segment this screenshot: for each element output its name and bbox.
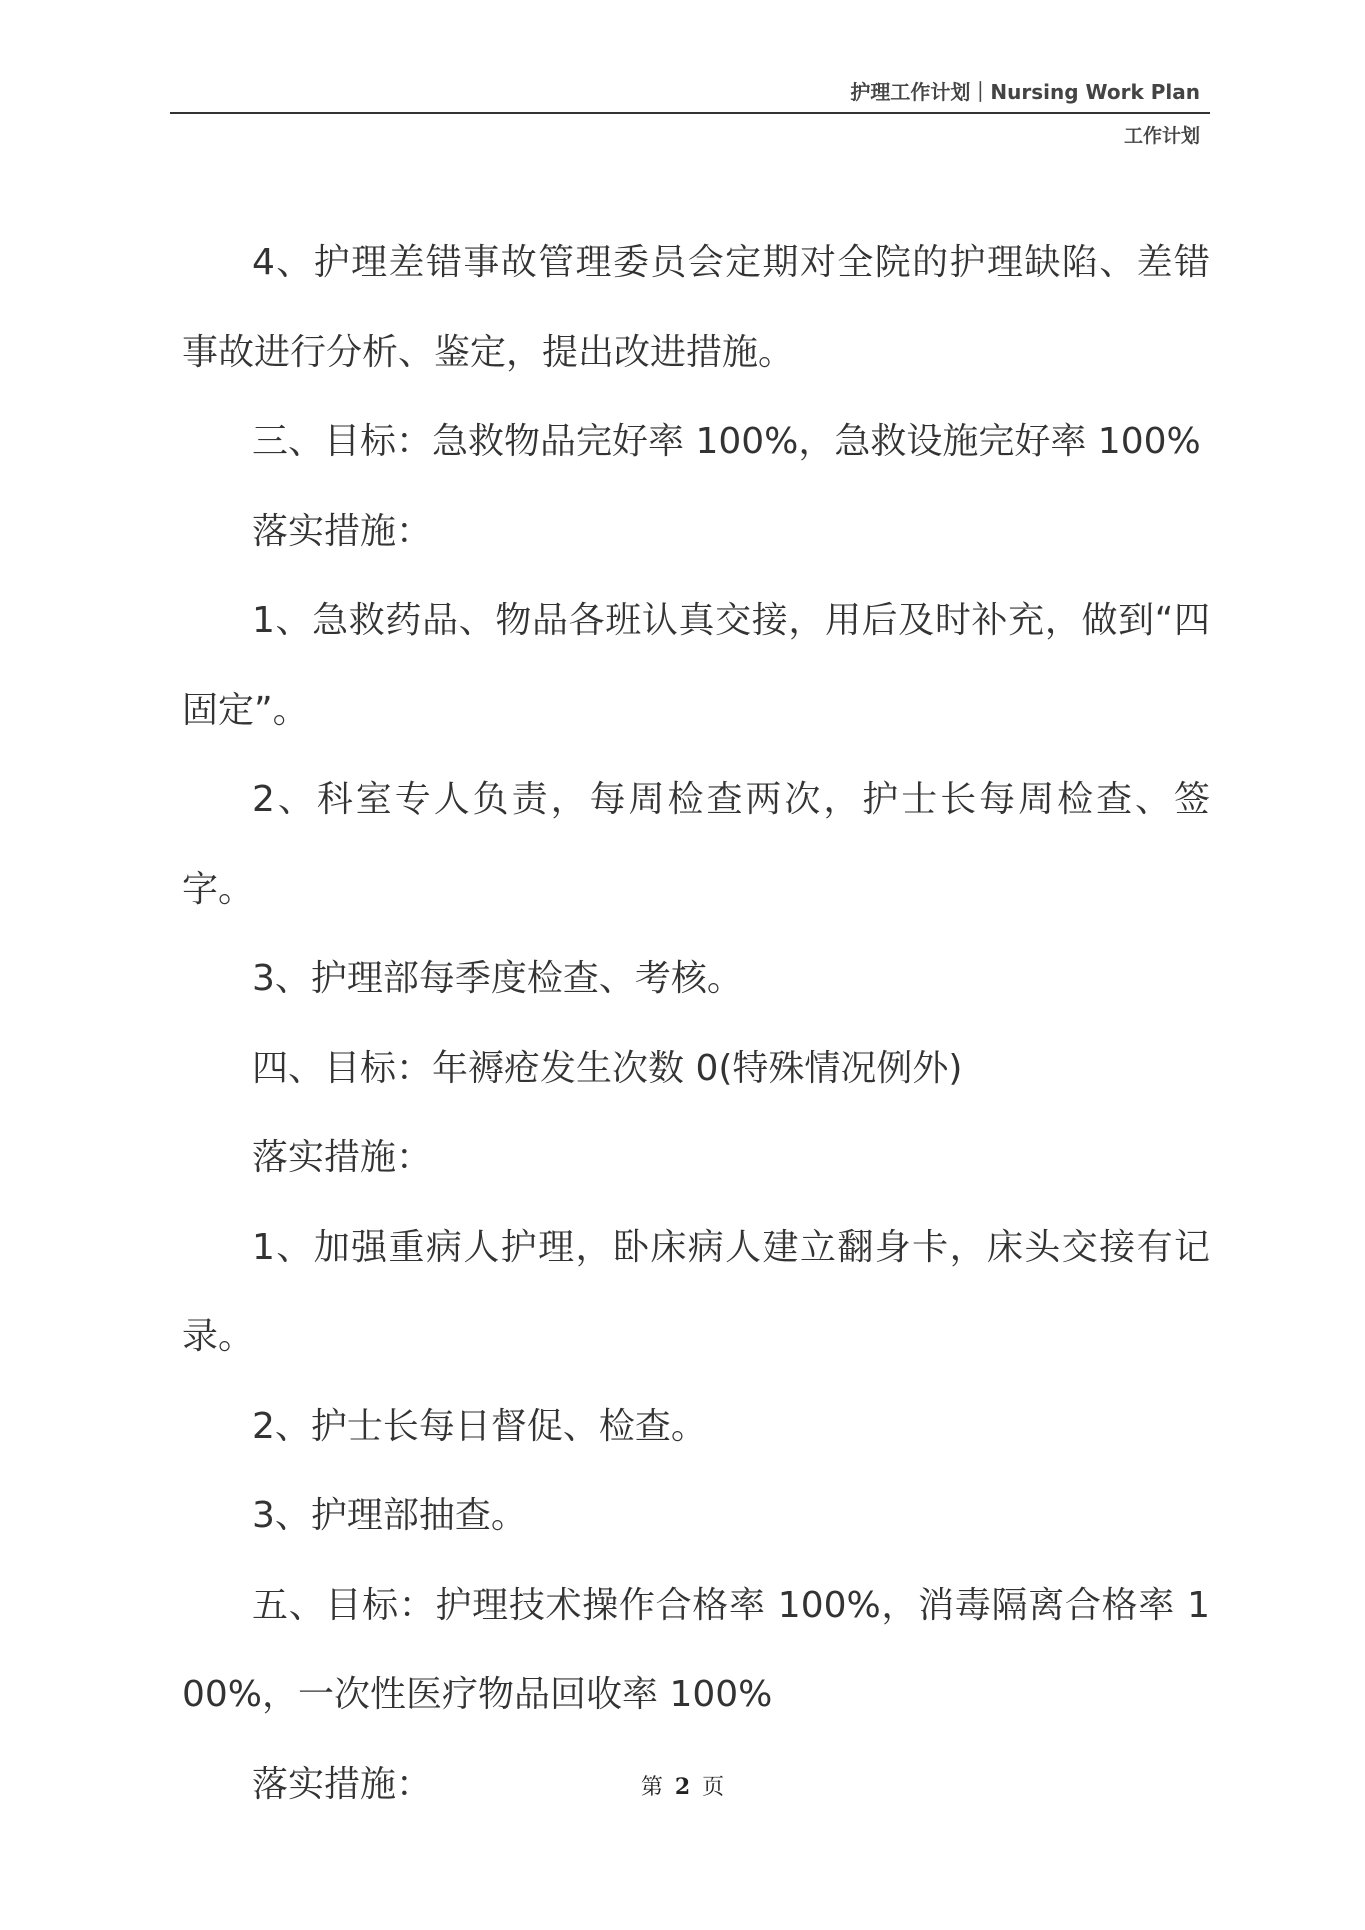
page-number-prefix: 第 xyxy=(640,1775,663,1800)
paragraph-goal-4: 四、目标：年褥疮发生次数 0(特殊情况例外) xyxy=(252,1047,963,1089)
header-subtitle: 工作计划 xyxy=(1123,125,1200,147)
page-number-suffix: 页 xyxy=(702,1775,725,1800)
paragraph-item-4-review: 4、护理差错事故管理委员会定期对全院的护理缺陷、差错事故进行分析、鉴定，提出改进措施。 xyxy=(182,242,1210,373)
paragraph-measure-1: 1、加强重病人护理，卧床病人建立翻身卡，床头交接有记录。 xyxy=(182,1226,1210,1357)
page-header xyxy=(170,78,1210,148)
paragraph-measure-3: 3、护理部每季度检查、考核。 xyxy=(252,958,743,999)
paragraph-measures-heading: 落实措施： xyxy=(252,1137,433,1178)
header-title: 护理工作计划｜Nursing Work Plan xyxy=(850,80,1200,104)
paragraph-goal-5: 五、目标：护理技术操作合格率 100%，消毒隔离合格率 100%，一次性医疗物品回收率 100% xyxy=(182,1584,1210,1715)
paragraph-measure-2: 2、护士长每日督促、检查。 xyxy=(252,1405,707,1447)
paragraph-measure-2: 2、科室专人负责，每周检查两次，护士长每周检查、签字。 xyxy=(182,779,1210,910)
paragraph-goal-3: 三、目标：急救物品完好率 100%，急救设施完好率 100% xyxy=(252,421,1201,462)
paragraph-measure-1: 1、急救药品、物品各班认真交接，用后及时补充，做到“四固定”。 xyxy=(182,600,1210,731)
paragraph-measures-heading: 落实措施： xyxy=(252,1763,433,1805)
paragraph-measure-3: 3、护理部抽查。 xyxy=(252,1495,527,1536)
paragraph-measures-heading: 落实措施： xyxy=(252,510,433,552)
header-divider xyxy=(170,112,1210,114)
document-body xyxy=(182,218,1210,1829)
page-number: 2 xyxy=(674,1774,691,1800)
page-footer xyxy=(0,1770,1365,1801)
